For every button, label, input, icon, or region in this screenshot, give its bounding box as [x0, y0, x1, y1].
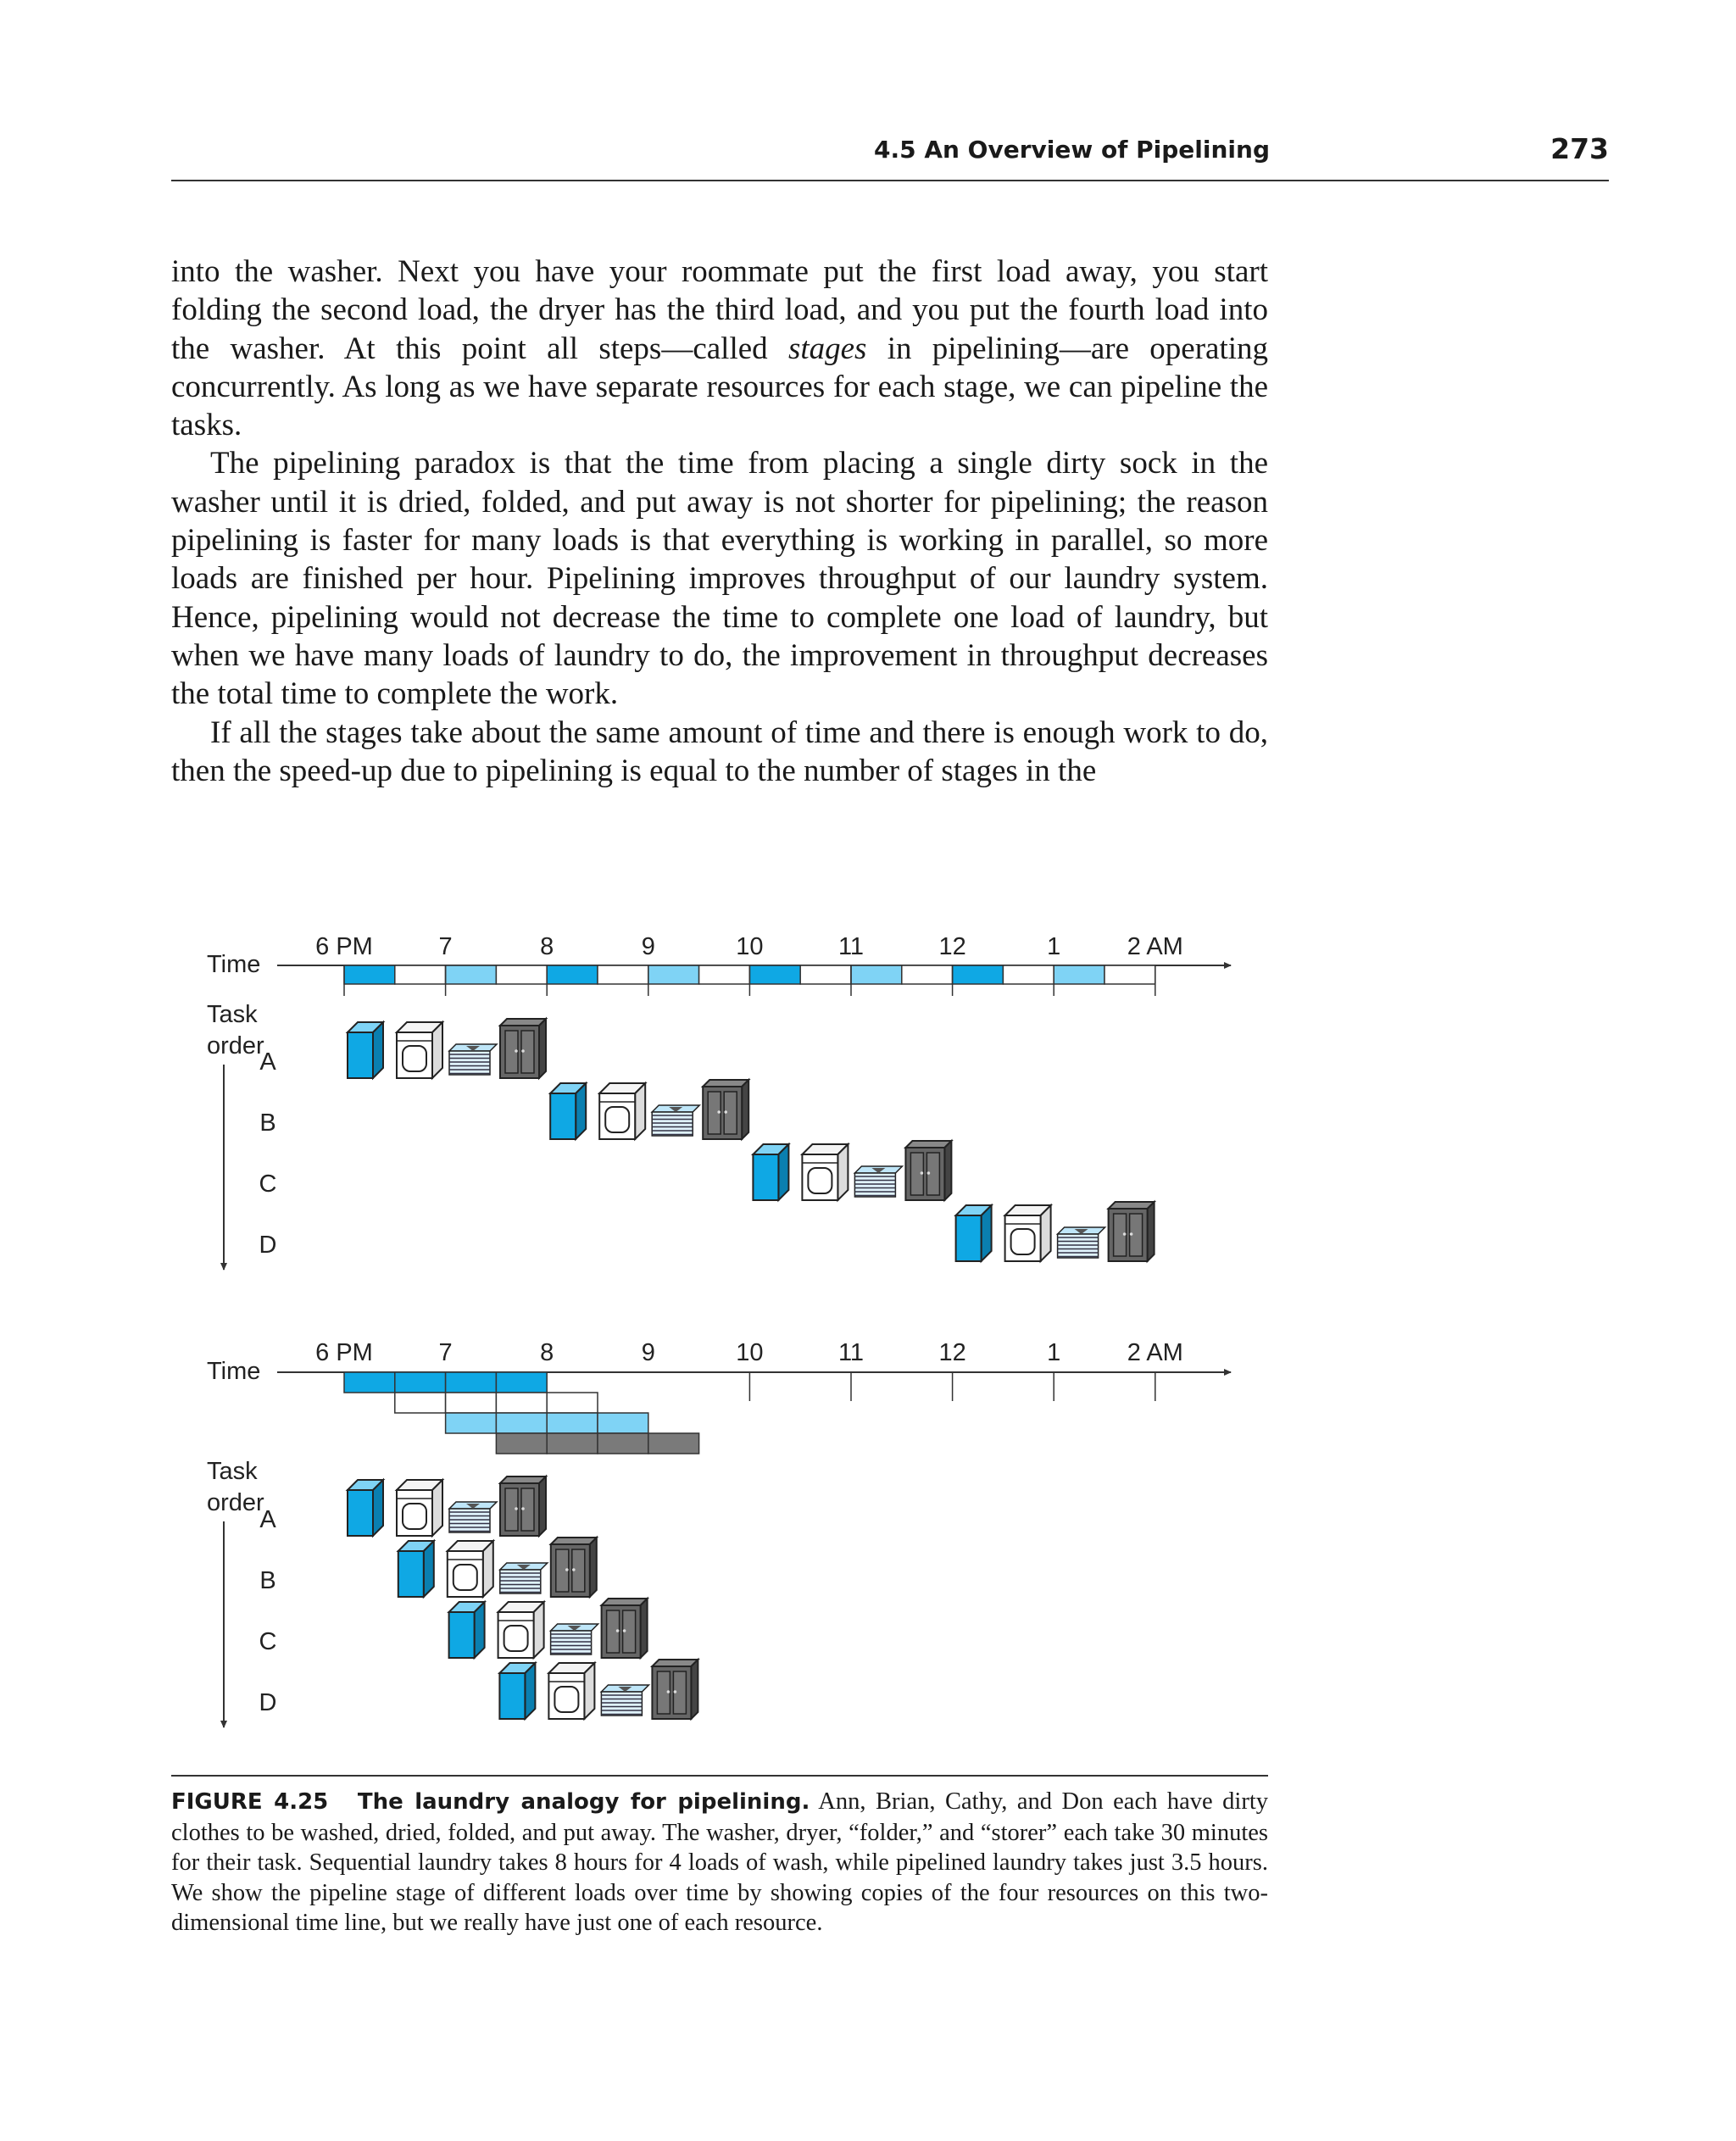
- task-label: A: [259, 1048, 276, 1076]
- pipelined-stage-cell: [446, 1413, 497, 1433]
- pipelined-stage-cell: [598, 1433, 648, 1454]
- laundry-pipeline-figure: [0, 915, 1736, 1780]
- sequential-timeline-slot: [547, 965, 598, 984]
- washer-front: [956, 1215, 982, 1261]
- sequential-timeline-slot: [749, 965, 800, 984]
- paragraph-1-emphasis: stages: [787, 331, 867, 366]
- task-label: B: [259, 1109, 276, 1137]
- storer-side: [539, 1019, 546, 1078]
- hour-tick-label: 11: [837, 1339, 865, 1366]
- task-order-label: order: [207, 1032, 264, 1059]
- hour-tick-label: 8: [540, 933, 554, 960]
- washer-front: [348, 1490, 373, 1536]
- washer-side: [424, 1541, 434, 1597]
- sequential-timeline-slot: [344, 965, 395, 984]
- storer-knob: [921, 1171, 924, 1175]
- pipelined-stage-cell: [496, 1393, 547, 1413]
- hour-tick-label: 8: [540, 1339, 554, 1366]
- paragraph-1-part-b: in pipelining—are operating concurrently. As long as we have separate resources for each stage, we can pipeline the tasks.: [171, 331, 1269, 443]
- storer-knob: [717, 1110, 721, 1114]
- storer-side: [539, 1476, 546, 1536]
- pipelined-task-B: [398, 1538, 597, 1597]
- dryer-door: [504, 1626, 528, 1651]
- hour-tick-label: 2 AM: [1127, 1339, 1183, 1366]
- storer-side: [742, 1080, 748, 1139]
- storer-knob: [1123, 1232, 1127, 1236]
- page-header: [171, 129, 1609, 180]
- dryer-side: [635, 1083, 645, 1139]
- hour-tick-label: 7: [438, 1339, 453, 1366]
- hour-tick-label: 12: [938, 1339, 966, 1366]
- paragraph-1: [171, 253, 1268, 444]
- storer-knob: [521, 1507, 525, 1510]
- hour-tick-label: 10: [736, 1339, 764, 1366]
- pipelined-stage-cell: [395, 1393, 446, 1413]
- paragraph-1-part-a: into the washer. Next you have your roommate put the first load away, you start folding the second load, the dryer has the third load, and you put the fourth load into the washer. At this point all steps—called: [171, 254, 1268, 366]
- pipelined-stage-cell: [496, 1372, 547, 1393]
- pipelined-task-A: [348, 1476, 546, 1536]
- washer-front: [348, 1032, 373, 1078]
- storer-side: [641, 1599, 648, 1658]
- sequential-timeline-slot: [496, 965, 547, 984]
- dryer-door: [1011, 1229, 1035, 1254]
- hour-tick-label: 1: [1047, 1339, 1061, 1366]
- dryer-side: [1041, 1205, 1051, 1261]
- pipelined-stage-cell: [446, 1393, 497, 1413]
- header-rule: [171, 180, 1609, 181]
- sequential-timeline-slot: [902, 965, 953, 984]
- task-label: D: [259, 1689, 277, 1716]
- dryer-side: [432, 1480, 442, 1536]
- sequential-task-D: [956, 1202, 1155, 1261]
- task-order-label: Task: [207, 1458, 258, 1485]
- task-label: B: [259, 1567, 276, 1594]
- storer-side: [691, 1660, 698, 1719]
- storer-knob: [515, 1049, 518, 1053]
- sequential-timeline-slot: [953, 965, 1004, 984]
- pipelined-stage-cell: [598, 1413, 648, 1433]
- task-label: C: [259, 1171, 277, 1198]
- task-order-label: order: [207, 1489, 264, 1516]
- task-order-label: Task: [207, 1001, 258, 1028]
- dryer-side: [584, 1663, 594, 1719]
- caption-text: Ann, Brian, Cathy, and Don each have dirty clothes to be washed, dried, folded, and put away. The washer, dryer, “folder,” and “storer” each take 30 minutes for their task. Sequential laundry takes 8 hours for 4 loads of wash, while pipelined laundry takes just 3.5 hours. We show the pipeline stage of different loads over time by showing copies of the four resources on this two-dimensional time line, but we really have just one of each resource.: [171, 1788, 1269, 1936]
- storer-knob: [724, 1110, 727, 1114]
- washer-side: [373, 1480, 383, 1536]
- dryer-side: [534, 1602, 544, 1658]
- hour-tick-label: 11: [837, 933, 865, 960]
- pipelined-stage-cell: [547, 1393, 598, 1413]
- caption-title: The laundry analogy for pipelining.: [357, 1789, 810, 1815]
- sequential-timeline-slot: [446, 965, 497, 984]
- time-axis-label: Time: [207, 1358, 261, 1385]
- hour-tick-label: 1: [1047, 933, 1061, 960]
- task-label: D: [259, 1232, 277, 1259]
- washer-front: [398, 1551, 424, 1597]
- pipelined-stage-cell: [395, 1372, 446, 1393]
- caption-rule: [171, 1775, 1268, 1777]
- pipelined-task-D: [499, 1660, 698, 1719]
- pipelined-stage-cell: [496, 1433, 547, 1454]
- storer-knob: [565, 1568, 569, 1571]
- caption-figure-number: FIGURE 4.25: [171, 1789, 329, 1815]
- washer-front: [550, 1093, 576, 1139]
- hour-tick-label: 9: [641, 1339, 655, 1366]
- pipelined-stage-cell: [547, 1413, 598, 1433]
- hour-tick-label: 12: [938, 933, 966, 960]
- storer-side: [590, 1538, 597, 1597]
- sequential-timeline-slot: [395, 965, 446, 984]
- body-text: [171, 253, 1268, 790]
- sequential-timeline-slot: [1104, 965, 1155, 984]
- pipelined-stage-cell: [344, 1372, 395, 1393]
- dryer-side: [837, 1144, 848, 1200]
- hour-tick-label: 6 PM: [315, 1339, 373, 1366]
- storer-knob: [623, 1629, 626, 1632]
- sequential-timeline-slot: [851, 965, 902, 984]
- hour-tick-label: 2 AM: [1127, 933, 1183, 960]
- sequential-timeline-slot: [800, 965, 851, 984]
- storer-knob: [667, 1690, 670, 1693]
- pipelined-stage-cell: [547, 1433, 598, 1454]
- washer-side: [576, 1083, 586, 1139]
- sequential-timeline-slot: [1003, 965, 1054, 984]
- sequential-timeline-slot: [699, 965, 750, 984]
- running-title: 4.5 An Overview of Pipelining: [873, 136, 1270, 164]
- dryer-door: [453, 1565, 477, 1590]
- sequential-timeline-slot: [648, 965, 699, 984]
- washer-side: [373, 1022, 383, 1078]
- task-label: A: [259, 1506, 276, 1533]
- washer-side: [778, 1144, 788, 1200]
- hour-tick-label: 6 PM: [315, 933, 373, 960]
- sequential-task-A: [348, 1019, 546, 1078]
- paragraph-2: The pipelining paradox is that the time from placing a single dirty sock in the washer until it is dried, folded, and put away is not shorter for pipelining; the reason pipelining is faster for many loads is that everything is working in parallel, so more loads are finished per hour. Pipelining improves throughput of our laundry system. Hence, pipelining would not decrease the time to complete one load of laundry, but when we have many loads of laundry to do, the improvement in throughput decreases the total time to complete the work.: [171, 446, 1268, 712]
- hour-tick-label: 10: [736, 933, 764, 960]
- hour-tick-label: 9: [641, 933, 655, 960]
- washer-side: [475, 1602, 485, 1658]
- pipelined-stage-cell: [496, 1413, 547, 1433]
- dryer-side: [432, 1022, 442, 1078]
- sequential-timeline-slot: [1054, 965, 1104, 984]
- dryer-door: [403, 1046, 426, 1071]
- sequential-task-B: [550, 1080, 748, 1139]
- figure-caption: [171, 1787, 1268, 1938]
- task-label: C: [259, 1628, 277, 1655]
- hour-tick-label: 7: [438, 933, 453, 960]
- figure-canvas: [0, 915, 1736, 1780]
- dryer-door: [605, 1107, 629, 1132]
- dryer-door: [808, 1168, 832, 1193]
- dryer-door: [554, 1687, 578, 1712]
- pipelined-task-C: [449, 1599, 648, 1658]
- storer-knob: [572, 1568, 576, 1571]
- pipelined-stage-cell: [446, 1372, 497, 1393]
- storer-knob: [1130, 1232, 1133, 1236]
- storer-knob: [616, 1629, 620, 1632]
- washer-side: [525, 1663, 535, 1719]
- washer-front: [449, 1612, 475, 1658]
- dryer-door: [403, 1504, 426, 1529]
- storer-knob: [515, 1507, 518, 1510]
- sequential-task-C: [753, 1141, 951, 1200]
- storer-knob: [521, 1049, 525, 1053]
- pipelined-stage-cell: [648, 1433, 699, 1454]
- page-number: 273: [1550, 132, 1609, 165]
- dryer-side: [483, 1541, 493, 1597]
- storer-knob: [674, 1690, 677, 1693]
- storer-side: [1148, 1202, 1155, 1261]
- washer-front: [753, 1154, 778, 1200]
- storer-side: [944, 1141, 951, 1200]
- storer-knob: [927, 1171, 931, 1175]
- washer-side: [982, 1205, 992, 1261]
- sequential-timeline-slot: [598, 965, 648, 984]
- paragraph-3: If all the stages take about the same amount of time and there is enough work to do, then the speed-up due to pipelining is equal to the number of stages in the: [171, 715, 1268, 788]
- washer-front: [499, 1673, 525, 1719]
- time-axis-label: Time: [207, 951, 261, 978]
